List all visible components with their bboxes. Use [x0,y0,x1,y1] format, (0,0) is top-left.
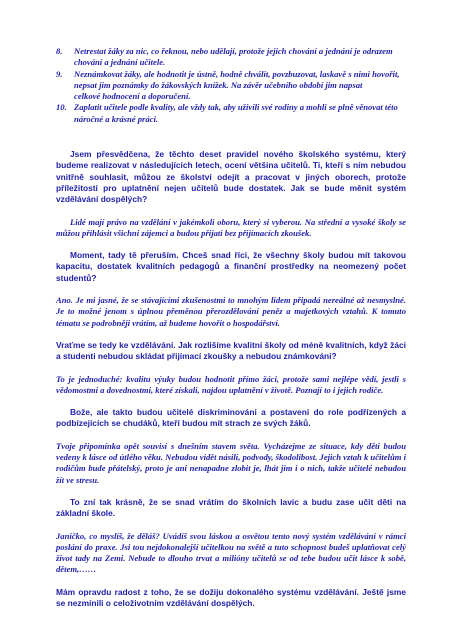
list-item [56,46,406,69]
paragraph: Bože, ale takto budou učitelé diskriminováni a postaveni do role podřízených a podbízejících se chudáků, kteří budou mít strach ze svých žáků. [56,407,406,429]
paragraph: Lidé mají právo na vzdělání v jakémkoli oboru, který si vyberou. Na střední a vysoké školy se můžou přihlásit všichni zájemci a budou přijati bez přijímacích zkoušek. [56,216,406,238]
list-item-body [74,69,406,103]
paragraph: To zní tak krásně, že se snad vrátím do školních lavic a budu zase učit děti na základní škole. [56,496,406,519]
list-item-number: 9. [56,68,63,79]
paragraph: Janičko, co myslíš, že děláš? Uvádíš svou láskou a osvětou tento nový systém vzdělávání v rámci poslání do praxe. Jsi tou nejdokonalejší učitelkou na světě a tuto schopnost budeš uplatňovat celý život tady na Zemi. Nebude to dlouho trvat a milióny učitelů se od tebe budou učit lásce k sobě, dětem,…… [56,530,406,575]
list-item [56,102,406,125]
list-item-text: Netrestat žáky za nic, co řeknou, nebo udělají, protože jejich chování a jednání je odrazem chování a jednání učitele. [74,46,393,68]
paragraph: Moment, tady tě přeruším. Chceš snad říci, že všechny školy budou mít takovou kapacitu, dostatek kvalitních pedagogů a finanční prostředky na neomezený počet studentů? [56,250,406,283]
list-item-text: celkové hodnocení a doporučení. [74,91,191,102]
list-item-body [74,46,406,69]
list-item-text: Zaplatit učitele podle kvality, ale vždy tak, aby uživili své rodiny a mohli se plně věnovat této náročné a krásné práci. [74,102,398,124]
paragraph: Ano. Je mi jasné, že se stávajícími zkušenostmi to mnohým lidem připadá nereálné až nesmyslné. Je to možné jenom s úplnou přeměnou přerozdělování peněz a majetkových vztahů. K tomuto tématu se podrobněji vrátím, až budeme hovořit o hospodářství. [56,295,406,328]
paragraph: Jsem přesvědčena, že těchto deset pravidel nového školského systému, který budeme realizovat v následujících letech, ocení většina učitelů. Ti, kteří s ním nebudou vnitřně souhlasit, můžou ze školství odejít a pracovat v jiných oborech, protože příležitostí pro uplatnění nejen učitelů bude dostatek. Jak se bude měnit systém vzdělávání dospělých? [56,149,406,205]
paragraph: Vraťme se tedy ke vzdělávání. Jak rozlišíme kvalitní školy od méně kvalitních, když žáci a studenti nebudou skládat přijímací zkoušky a nebudou známkováni? [56,339,406,362]
numbered-rules-list [56,46,406,125]
list-item [56,69,406,103]
list-item-number: 8. [56,46,63,56]
list-item-body [74,102,406,125]
list-item-text: Neznámkovat žáky, ale hodnotit je ústně, hodně chválit, povzbuzovat, laskavě s nimi hovořit, nepsat jim poznámky do žákovských knížek. Na závěr učebního období jim napsat [74,68,400,90]
paragraph: To je jednoduché: kvalitu výuky budou hodnotit přímo žáci, protože sami nejlépe vědí, jestli s vědomostmi a dovednostmi, které získali, najdou uplatnění v životě. Poznají to i jejich rodiče. [56,373,406,395]
list-item-number: 10. [56,102,67,113]
paragraph: Mám opravdu radost z toho, že se dožiju dokonalého systému vzdělávání. Ještě jsme se nezmínili o celoživotním vzdělávání dospělých. [56,586,406,608]
paragraph: Tvoje připomínka opět souvisí s dnešním stavem světa. Vycházejme ze situace, kdy děti budou vedeny k lásce od útlého věku. Nebudou vidět násilí, podvody, škodolibost. Jejich vztah k učitelům i rodičům bude přátelský, proto je ani nenapadne zlobit je, lhát jim i o nich, takže učitelé nebudou žít ve stresu. [56,440,406,485]
